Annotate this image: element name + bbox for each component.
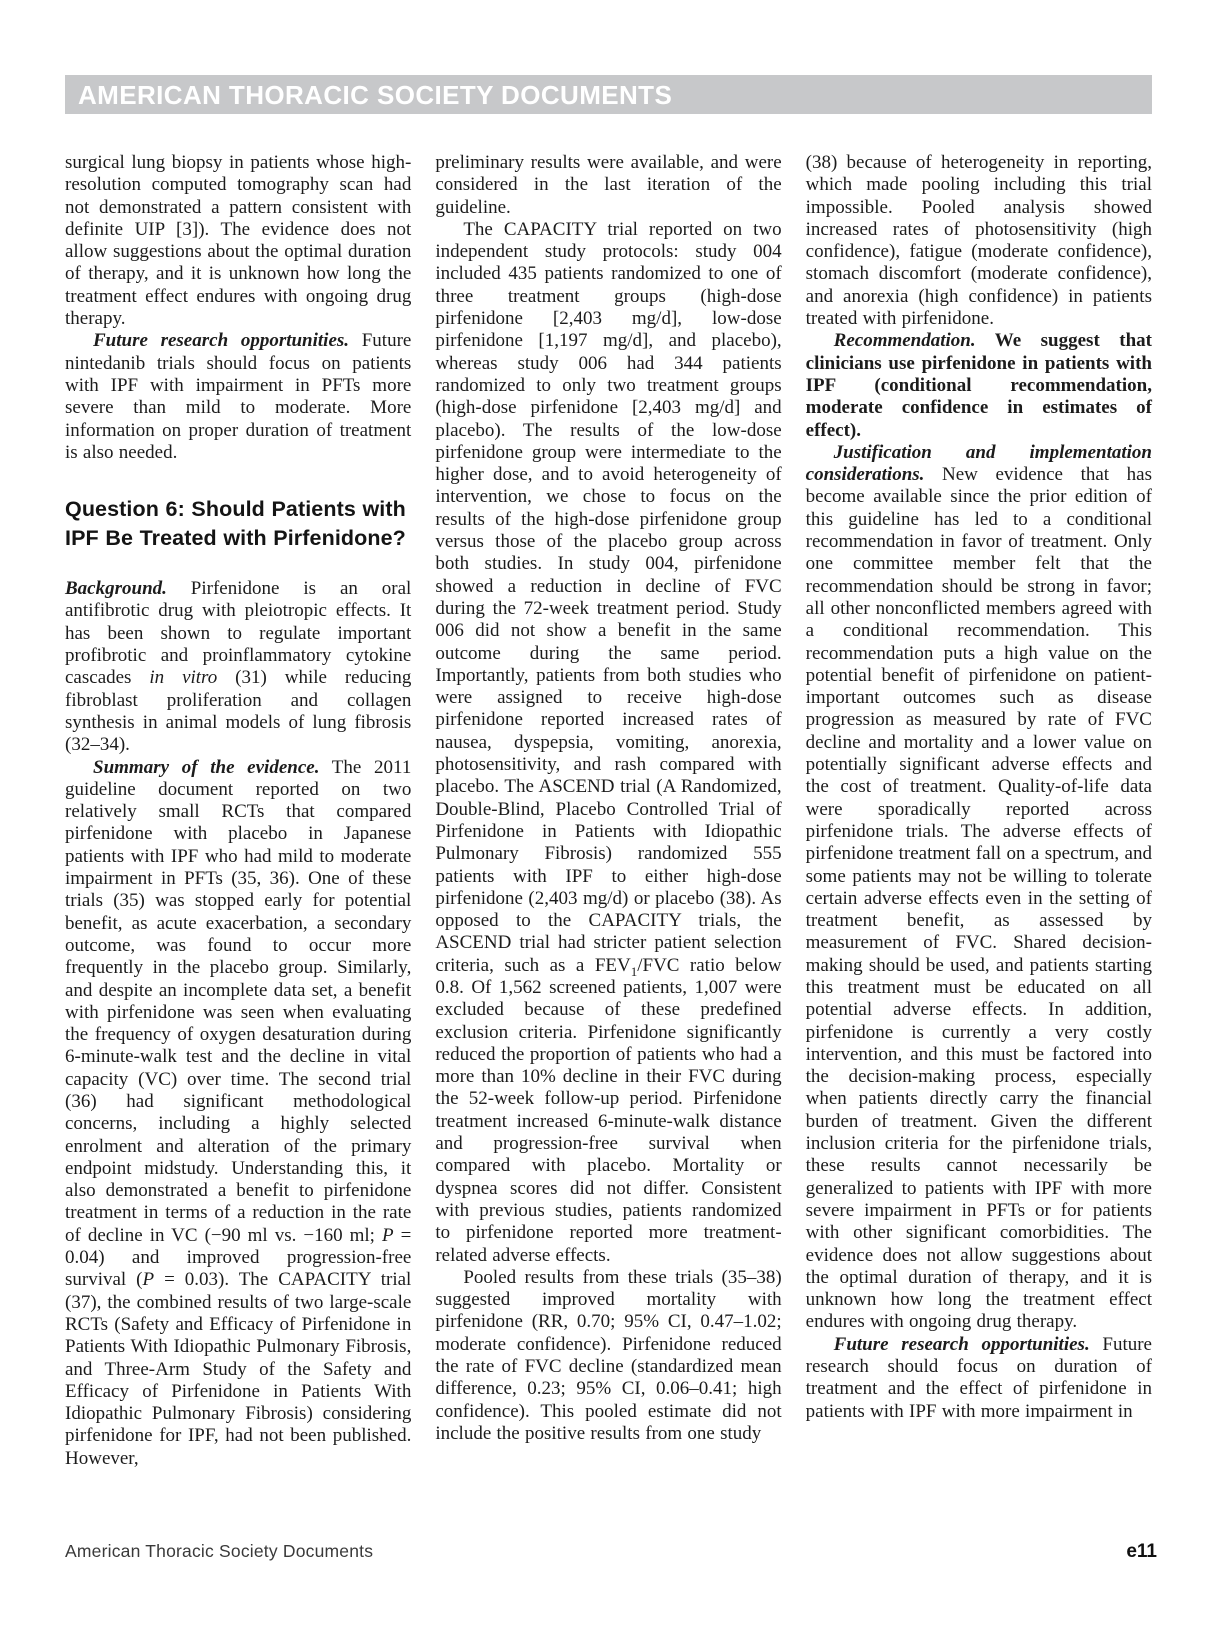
paragraph <box>806 152 1152 330</box>
paragraph <box>65 757 411 1471</box>
text-run-bi: Future research opportunities. <box>833 1333 1090 1355</box>
text-run: Pooled results from these trials (35–38) suggested improved mortality with pirfenidone (RR, 0.70; 95% CI, 0.47–1.02; moderate confidence). Pirfenidone reduced the rate of FVC decline (standardized mean difference, 0.23; 95% CI, 0.06–0.41; high confidence). This pooled estimate did not include the positive results from one study <box>435 1266 782 1444</box>
paragraph <box>435 219 781 1267</box>
article-body <box>65 152 1152 1470</box>
text-run-sub: 1 <box>630 963 638 979</box>
text-run-bi: Justification and implementation considerations. <box>805 441 1152 486</box>
text-run-bi: Background. <box>65 578 167 600</box>
paragraph <box>65 330 411 464</box>
text-run-b: We suggest that clinicians use pirfenidone in patients with IPF (conditional recommendation, moderate confidence in estimates of effect). <box>805 330 1152 441</box>
paragraph <box>65 152 411 330</box>
banner-title: AMERICAN THORACIC SOCIETY DOCUMENTS <box>78 80 673 110</box>
text-run-i: P <box>142 1269 155 1291</box>
footer-journal-name: American Thoracic Society Documents <box>65 1541 374 1561</box>
text-run: = 0.04) and improved progression-free survival ( <box>65 1224 412 1291</box>
text-run: (31) while reducing fibroblast proliferation and collagen synthesis in animal models of lung fibrosis (32–34). <box>65 667 412 756</box>
text-run-bi: Future research opportunities. <box>93 330 350 352</box>
text-run: The CAPACITY trial reported on two independent study protocols: study 004 included 435 patients randomized to one of three treatment groups (high-dose pirfenidone [2,403 mg/d], low-dose pirfenidone [1,197 mg/d], and placebo), whereas study 006 had 344 patients randomized to only two treatment groups (high-dose pirfenidone [2,403 mg/d] and placebo). The results of the low-dose pirfenidone group were intermediate to the higher dose, and to avoid heterogeneity of intervention, we chose to focus on the results of the high-dose pirfenidone group versus those of the placebo group across both studies. In study 004, pirfenidone showed a reduction in decline of FVC during the 72-week treatment period. Study 006 did not show a benefit in the same outcome during the same period. Importantly, patients from both studies who were assigned to receive high-dose pirfenidone reported increased rates of nausea, dyspepsia, vomiting, anorexia, photosensitivity, and rash compared with placebo. The ASCEND trial (A Randomized, Double-Blind, Placebo Controlled Trial of Pirfenidone in Patients with Idiopathic Pulmonary Fibrosis) randomized 555 patients with IPF to either high-dose pirfenidone (2,403 mg/d) or placebo (38). As opposed to the CAPACITY trials, the ASCEND trial had stricter patient selection criteria, such as a FEV <box>435 218 782 976</box>
text-column-3 <box>806 152 1152 1470</box>
text-run: Pirfenidone is an oral antifibrotic drug with pleiotropic effects. It has been shown to regulate important profibrotic and proinflammatory cytokine cascades <box>65 578 412 689</box>
page-footer <box>65 1541 1157 1563</box>
text-run-bi: Recommendation. <box>833 330 976 352</box>
text-run: Future nintedanib trials should focus on patients with IPF with impairment in PFTs more severe than mild to moderate. More information on proper duration of treatment is also needed. <box>65 330 412 463</box>
text-run: = 0.03). The CAPACITY trial (37), the combined results of two large-scale RCTs (Safety and Efficacy of Pirfenidone in Patients With Idiopathic Pulmonary Fibrosis, and Three-Arm Study of the Safety and Efficacy of Pirfenidone in Patients With Idiopathic Pulmonary Fibrosis) considering pirfenidone for IPF, had not been published. However, <box>65 1269 412 1469</box>
paragraph <box>435 152 781 219</box>
footer-page-number: e11 <box>1126 1541 1157 1562</box>
paragraph <box>806 442 1152 1334</box>
text-run-i: in vitro <box>149 667 218 689</box>
paragraph <box>806 1334 1152 1423</box>
text-run-bi: Summary of the evidence. <box>93 756 320 778</box>
paragraph <box>435 1267 781 1445</box>
text-run: Future research should focus on duration of treatment and the effect of pirfenidone in patients with IPF with more impairment in <box>805 1333 1152 1422</box>
section-banner <box>65 75 1152 114</box>
text-column-1 <box>65 152 411 1470</box>
text-run: New evidence that has become available since the prior edition of this guideline has led to a conditional recommendation in favor of treatment. Only one committee member felt that the recommendation should be strong in favor; all other nonconflicted members agreed with a conditional recommendation. This recommendation puts a high value on the potential benefit of pirfenidone on patient-important outcomes such as disease progression as measured by rate of FVC decline and mortality and a lower value on potentially significant adverse effects and the cost of treatment. Quality-of-life data were sporadically reported across pirfenidone trials. The adverse effects of pirfenidone treatment fall on a spectrum, and some patients may not be willing to tolerate certain adverse effects even in the setting of treatment benefit, as assessed by measurement of FVC. Shared decision-making should be used, and patients starting this treatment must be educated on all potential adverse effects. In addition, pirfenidone is currently a very costly intervention, and this must be factored into the decision-making process, especially when patients directly carry the financial burden of treatment. Given the different inclusion criteria for the pirfenidone trials, these results cannot necessarily be generalized to patients with IPF with more severe impairment in PFTs or for patients with other significant comorbidities. The evidence does not allow suggestions about the optimal duration of therapy, and it is unknown how long the treatment effect endures with ongoing drug therapy. <box>805 464 1152 1333</box>
section-heading: Question 6: Should Patients with IPF Be Treated with Pirfenidone? <box>65 497 406 551</box>
text-run-i: P <box>381 1224 394 1246</box>
text-run: The 2011 guideline document reported on two relatively small RCTs that compared pirfenidone with placebo in Japanese patients with IPF who had mild to moderate impairment in PFTs (35, 36). One of these trials (35) was stopped early for potential benefit, as acute exacerbation, a secondary outcome, was found to occur more frequently in the placebo group. Similarly, and despite an incomplete data set, a benefit with pirfenidone was seen when evaluating the frequency of oxygen desaturation during 6-minute-walk test and the decline in vital capacity (VC) over time. The second trial (36) had significant methodological concerns, including a highly selected enrolment and alteration of the primary endpoint midstudy. Understanding this, it also demonstrated a benefit to pirfenidone treatment in terms of a reduction in the rate of decline in VC (−90 ml vs. −160 ml; <box>65 756 412 1246</box>
text-run: /FVC ratio below 0.8. Of 1,562 screened patients, 1,007 were excluded because of these predefined exclusion criteria. Pirfenidone significantly reduced the proportion of patients who had a more than 10% decline in their FVC during the 52-week follow-up period. Pirfenidone treatment increased 6-minute-walk distance and progression-free survival when compared with placebo. Mortality or dyspnea scores did not differ. Consistent with previous studies, patients randomized to pirfenidone reported more treatment-related adverse effects. <box>435 954 782 1266</box>
paragraph <box>806 330 1152 441</box>
text-run: surgical lung biopsy in patients whose high-resolution computed tomography scan had not demonstrated a pattern consistent with definite UIP [3]). The evidence does not allow suggestions about the optimal duration of therapy, and it is unknown how long the treatment effect endures with ongoing drug therapy. <box>65 152 412 330</box>
paragraph <box>65 578 411 756</box>
text-column-2 <box>435 152 781 1470</box>
text-run: (38) because of heterogeneity in reporting, which made pooling including this trial impossible. Pooled analysis showed increased rates of photosensitivity (high confidence), fatigue (moderate confidence), stomach discomfort (moderate confidence), and anorexia (high confidence) in patients treated with pirfenidone. <box>805 152 1152 330</box>
text-run: preliminary results were available, and were considered in the last iteration of the guideline. <box>435 152 782 218</box>
